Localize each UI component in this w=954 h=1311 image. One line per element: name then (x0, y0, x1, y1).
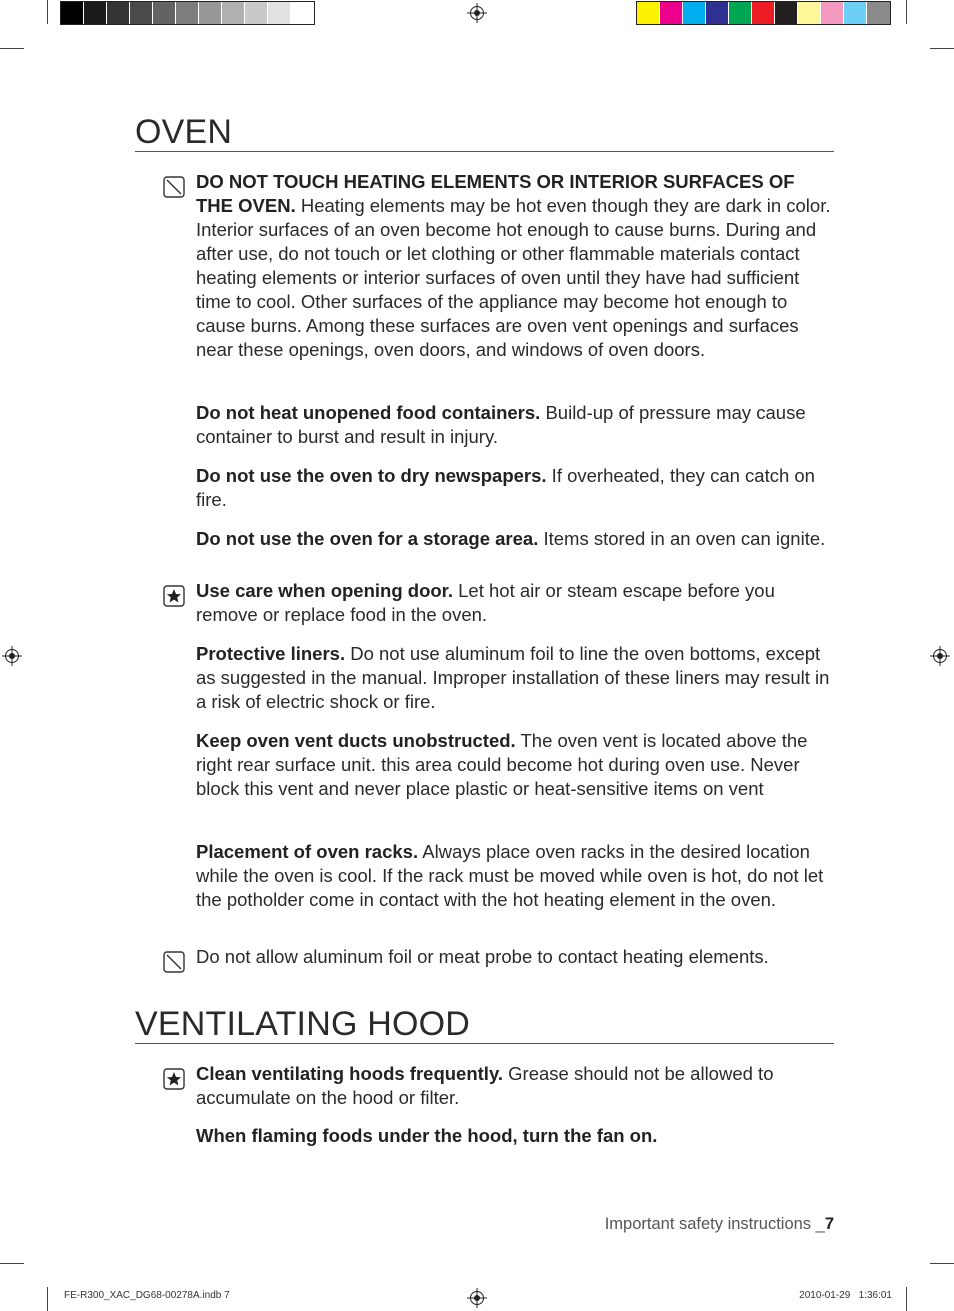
color-swatch (199, 2, 222, 24)
oven-item-8: Placement of oven racks. Always place oven racks in the desired location while the oven is cool. If the rack must be moved while oven is hot, do not let the potholder come in contact with the hot heating element in the oven. (196, 841, 824, 910)
oven-item-6: Protective liners. Do not use aluminum foil to line the oven bottoms, except as suggested in the manual. Improper installation of these liners may result in a risk of electric shock or fire. (196, 643, 830, 712)
color-swatch (268, 2, 291, 24)
crop-mark (906, 0, 907, 24)
page-footer (605, 1215, 834, 1234)
oven-item-4: Do not use the oven for a storage area. Items stored in an oven can ignite. (196, 528, 826, 549)
crop-mark (47, 0, 48, 24)
footer-section-label: Important safety instructions _ (604, 1215, 825, 1233)
color-swatch (176, 2, 199, 24)
oven-item-5: Use care when opening door. Let hot air or steam escape before you remove or replace food in the oven. (196, 580, 775, 625)
prohibited-icon (163, 176, 185, 198)
color-swatch (245, 2, 268, 24)
color-swatch (706, 2, 729, 24)
crop-mark (906, 1287, 907, 1311)
star-icon (163, 585, 185, 607)
crop-mark (930, 1263, 954, 1264)
color-swatch (683, 2, 706, 24)
slug-timestamp: 2010-01-29 1:36:01 (799, 1290, 892, 1301)
hood-item-2: When flaming foods under the hood, turn the fan on. (196, 1125, 658, 1146)
crop-mark (0, 1263, 24, 1264)
color-swatch (222, 2, 245, 24)
color-swatch (84, 2, 107, 24)
oven-item-3: Do not use the oven to dry newspapers. If overheated, they can catch on fire. (196, 465, 815, 510)
prohibited-icon (163, 951, 185, 973)
hood-item-1: Clean ventilating hoods frequently. Grease should not be allowed to accumulate on the hood or filter. (196, 1063, 774, 1108)
color-swatch (660, 2, 683, 24)
color-swatch (798, 2, 821, 24)
color-swatch (844, 2, 867, 24)
page-number: 7 (824, 1215, 834, 1233)
color-swatch (107, 2, 130, 24)
registration-mark-icon (467, 1288, 487, 1308)
color-swatch (775, 2, 798, 24)
registration-mark-icon (930, 646, 950, 666)
crop-mark (47, 1287, 48, 1311)
color-swatch (130, 2, 153, 24)
color-swatch-bar (636, 1, 891, 25)
color-swatch (61, 2, 84, 24)
slug-filename: FE-R300_XAC_DG68-00278A.indb 7 (64, 1290, 230, 1301)
oven-item-9: Do not allow aluminum foil or meat probe to contact heating elements. (196, 946, 769, 967)
crop-mark (0, 48, 24, 49)
color-swatch (153, 2, 176, 24)
oven-item-7: Keep oven vent ducts unobstructed. The oven vent is located above the right rear surface unit. this area could become hot during oven use. Never block this vent and never place plastic or heat-sensitive items on vent (196, 730, 808, 799)
registration-mark-icon (2, 646, 22, 666)
color-swatch (729, 2, 752, 24)
star-icon (163, 1068, 185, 1090)
color-swatch (291, 2, 314, 24)
color-swatch (637, 2, 660, 24)
gray-swatch-bar (60, 1, 315, 25)
section-title-oven: OVEN (135, 115, 834, 152)
crop-mark (930, 48, 954, 49)
color-swatch (867, 2, 890, 24)
oven-item-2: Do not heat unopened food containers. Build-up of pressure may cause container to burst and result in injury. (196, 402, 806, 447)
section-title-ventilating-hood: VENTILATING HOOD (135, 1007, 834, 1044)
color-swatch (752, 2, 775, 24)
color-swatch (821, 2, 844, 24)
oven-item-1: DO NOT TOUCH HEATING ELEMENTS OR INTERIOR SURFACES OF THE OVEN. Heating elements may be hot even though they are dark in color. Interior surfaces of an oven become hot enough to cause burns. During and after use, do not touch or let clothing or other flammable materials contact heating elements or interior surfaces of oven until they have had sufficient time to cool. Other surfaces of the appliance may become hot enough to cause burns. Among these surfaces are oven vent openings and surfaces near these openings, oven doors, and windows of oven doors. (196, 171, 831, 360)
registration-mark-icon (467, 3, 487, 23)
